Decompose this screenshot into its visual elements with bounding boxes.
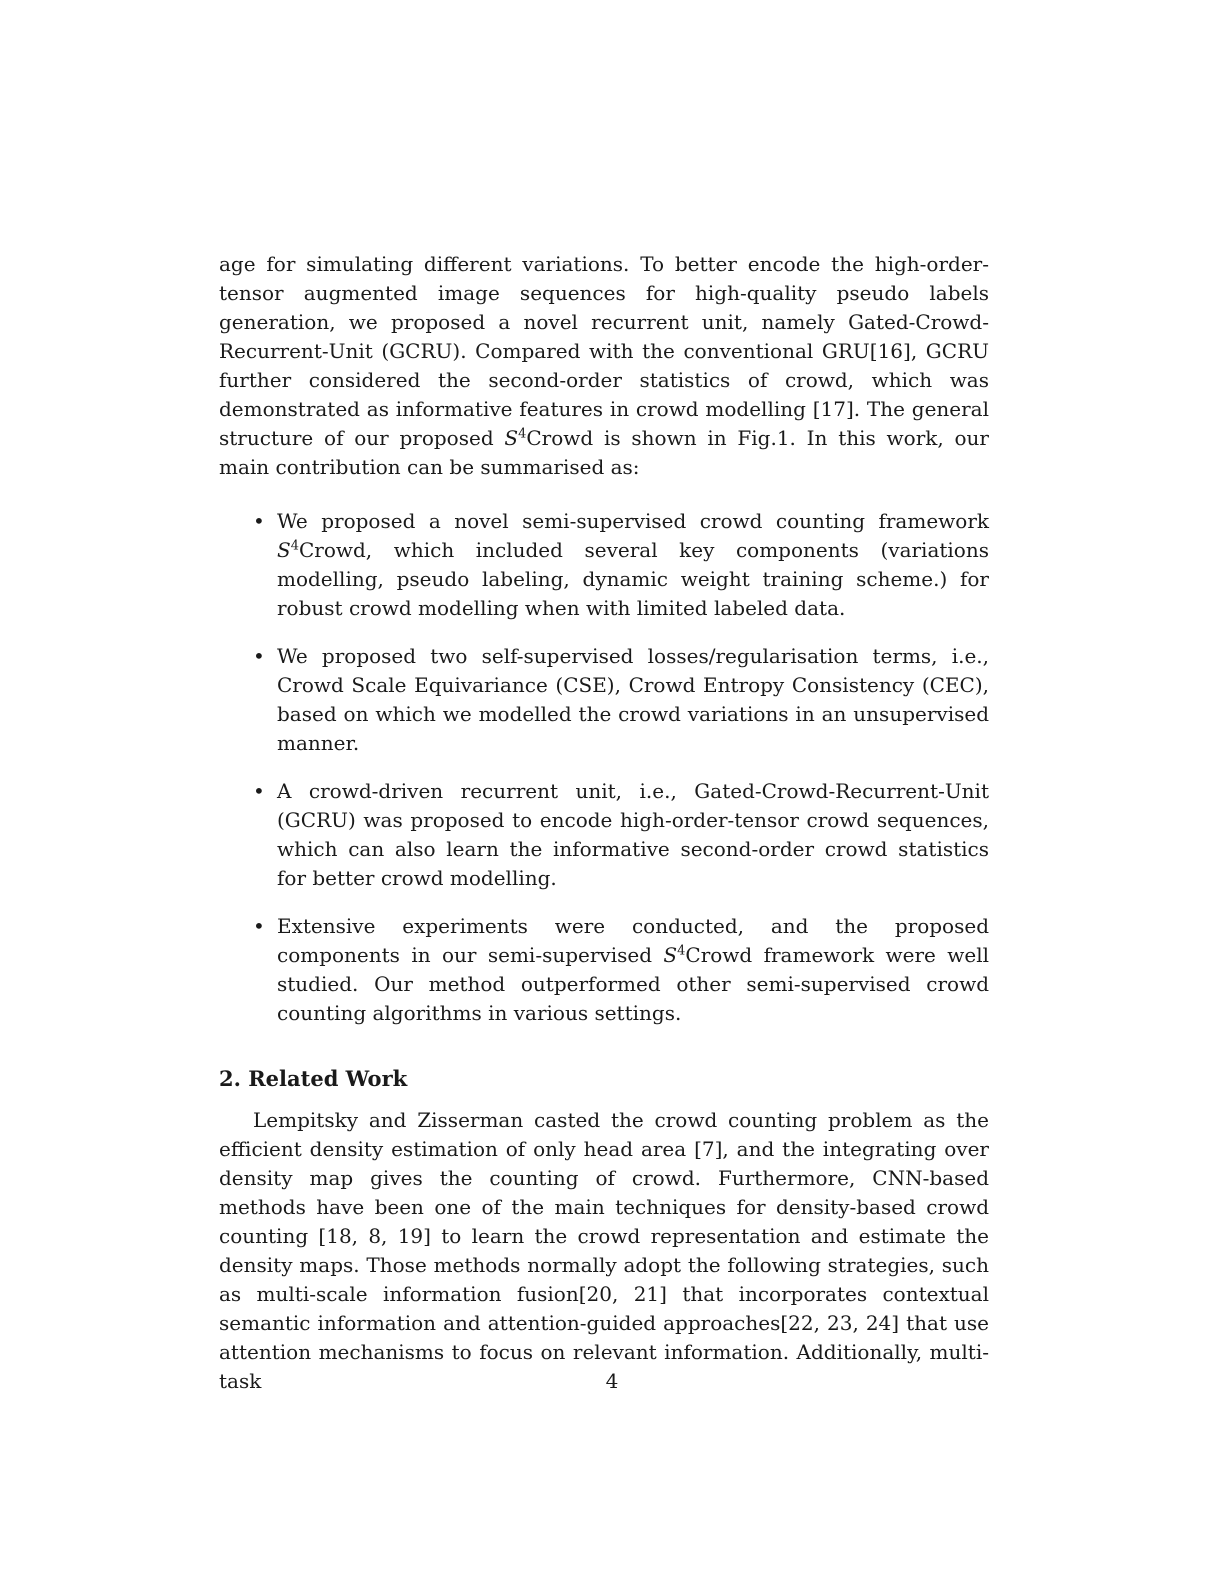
bullet-icon: • bbox=[253, 644, 265, 668]
math-superscript: 4 bbox=[677, 943, 686, 959]
intro-text-after: Crowd is shown in Fig.1. In this work, our main contribution can be summarised as: bbox=[219, 426, 989, 479]
contribution-text: We proposed two self-supervised losses/regularisation terms, i.e., Crowd Scale Equivariance (CSE), Crowd Entropy Consistency (CEC), based on which we modelled the crowd variations in an unsupervised manner. bbox=[277, 644, 989, 755]
math-symbol: S bbox=[277, 538, 291, 562]
section-paragraph: Lempitsky and Zisserman casted the crowd counting problem as the efficient density estimation of only head area [7], and the integrating over density map gives the counting of crowd. Furthermore, CNN-based methods have been one of the main techniques for density-based crowd counting [18, 8, 19] to learn the crowd representation and estimate the density maps. Those methods normally adopt the following strategies, such as multi-scale information fusion[20, 21] that incorporates contextual semantic information and attention-guided approaches[22, 23, 24] that use attention mechanisms to focus on relevant information. Additionally, multi-task bbox=[219, 1108, 989, 1393]
bullet-icon: • bbox=[253, 509, 265, 533]
section-heading: 2. Related Work bbox=[219, 1066, 408, 1091]
contribution-item bbox=[219, 507, 989, 623]
contribution-item bbox=[219, 642, 989, 758]
contribution-item bbox=[219, 912, 989, 1028]
bullet-icon: • bbox=[253, 779, 265, 803]
page-number: 4 bbox=[605, 1369, 619, 1393]
contribution-text-after: Crowd, which included several key components (variations modelling, pseudo labeling, dynamic weight training scheme.) for robust crowd modelling when with limited labeled data. bbox=[277, 538, 989, 620]
contribution-text-before: We proposed a novel semi-supervised crowd counting framework bbox=[277, 509, 989, 533]
math-symbol: S bbox=[663, 943, 678, 967]
intro-text-before: age for simulating different variations. To better encode the high-order-tensor augmented image sequences for high-quality pseudo labels generation, we proposed a novel recurrent unit, namely Gated-Crowd-Recurrent-Unit (GCRU). Compared with the conventional GRU[16], GCRU further considered the second-order statistics of crowd, which was demonstrated as informative features in crowd modelling [17]. The general structure of our proposed bbox=[219, 252, 989, 450]
math-superscript: 4 bbox=[290, 538, 299, 554]
bullet-icon: • bbox=[253, 914, 265, 938]
math-superscript: 4 bbox=[518, 426, 527, 442]
page-body bbox=[219, 250, 989, 1396]
contribution-list bbox=[219, 507, 989, 1028]
contribution-text: A crowd-driven recurrent unit, i.e., Gated-Crowd-Recurrent-Unit (GCRU) was proposed to encode high-order-tensor crowd sequences, which can also learn the informative second-order crowd statistics for better crowd modelling. bbox=[277, 779, 989, 890]
contribution-item bbox=[219, 777, 989, 893]
math-symbol: S bbox=[504, 426, 519, 450]
intro-paragraph bbox=[219, 250, 989, 482]
contribution-text-before: Extensive experiments were conducted, and the proposed components in our semi-supervised bbox=[277, 914, 989, 967]
contribution-text-after: Crowd framework were well studied. Our method outperformed other semi-supervised crowd counting algorithms in various settings. bbox=[277, 943, 989, 1025]
